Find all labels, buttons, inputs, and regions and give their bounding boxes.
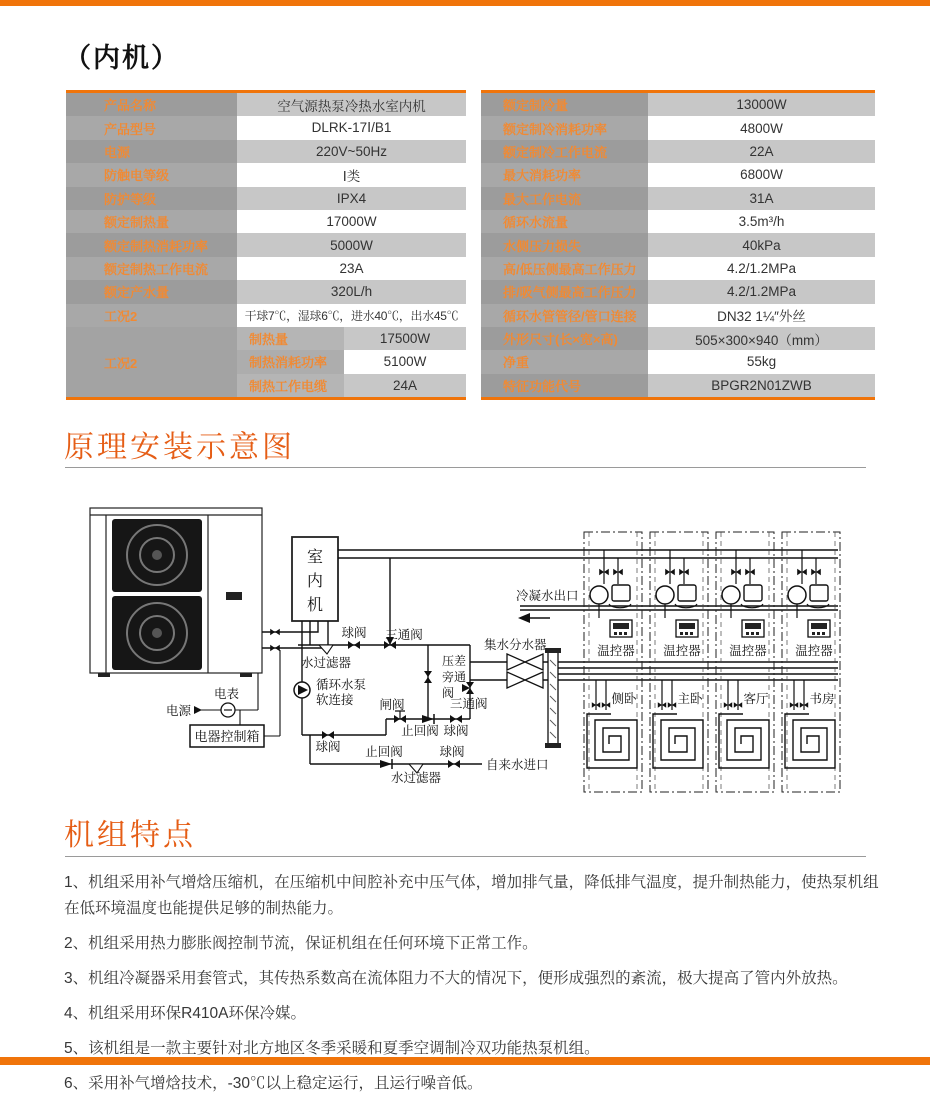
indoor-unit <box>292 537 338 621</box>
spec-value: DLRK-17Ⅰ/B1 <box>237 116 466 139</box>
table-row <box>66 257 466 280</box>
spec-value: 13000W <box>648 93 875 116</box>
table-row <box>481 187 875 210</box>
spec-table-right-rows <box>481 93 875 397</box>
table-row <box>481 140 875 163</box>
spec-table-left <box>66 90 466 400</box>
spec-label: 产品型号 <box>66 116 237 139</box>
table-row <box>66 210 466 233</box>
power-source-label: 电源 <box>166 703 192 718</box>
spec-label: 排/吸气侧最高工作压力 <box>481 280 648 303</box>
table-row <box>66 116 466 139</box>
three-way-valve-label: 三通阀 <box>385 627 423 642</box>
table-row <box>481 210 875 233</box>
table-row <box>481 327 875 350</box>
spec-label: 防护等级 <box>66 187 237 210</box>
water-filter-label: 水过滤器 <box>300 655 352 670</box>
spec-label: 防触电等级 <box>66 163 237 186</box>
bypass-valve-label: 压差 <box>442 654 467 668</box>
outdoor-unit <box>90 508 262 677</box>
manifold-valve-icon <box>507 654 543 670</box>
fan-grille-icon <box>112 519 202 592</box>
spec-row-merged <box>66 327 466 397</box>
fan-grille-icon <box>112 596 202 670</box>
sub-row-value: 24A <box>344 374 466 397</box>
spec-value: IPX4 <box>237 187 466 210</box>
spec-value: 3.5m³/h <box>648 210 875 233</box>
spec-value: 505×300×940（mm） <box>648 327 875 350</box>
spec-value: 220V~50Hz <box>237 140 466 163</box>
water-filter-icon <box>319 645 333 654</box>
spec-label: 额定产水量 <box>66 280 237 303</box>
table-row <box>481 374 875 397</box>
spec-label: 水侧压力损失 <box>481 233 648 256</box>
thermostat-label: 温控器 <box>663 643 701 658</box>
ball-valve-label: 球阀 <box>315 739 341 754</box>
spec-label: 额定制冷消耗功率 <box>481 116 648 139</box>
check-valve-label: 止回阀 <box>401 723 439 738</box>
stop-valve-icon <box>270 645 280 651</box>
room-name: 侧卧 <box>611 691 637 706</box>
bypass-valve-icon <box>424 671 432 683</box>
spec-label: 特征功能代号 <box>481 374 648 397</box>
spec-label: 额定制冷量 <box>481 93 648 116</box>
spec-value: Ⅰ类 <box>237 163 466 186</box>
ball-valve-icon <box>450 715 462 723</box>
spec-value: 31A <box>648 187 875 210</box>
spec-value: 4.2/1.2MPa <box>648 257 875 280</box>
sub-row-value: 5100W <box>344 350 466 373</box>
control-box-label: 电器控制箱 <box>194 730 260 745</box>
spec-value: 4800W <box>648 116 875 139</box>
soft-connection-label: 软连接 <box>316 692 354 707</box>
sub-row <box>237 350 466 373</box>
spec-label: 最大工作电流 <box>481 187 648 210</box>
ball-valve-label: 球阀 <box>439 744 465 759</box>
bypass-valve-label: 阀 <box>442 686 455 700</box>
table-row <box>66 187 466 210</box>
ball-valve-label: 球阀 <box>341 625 367 640</box>
manifold-valve-icon <box>507 672 543 688</box>
spec-value: 干球7℃，湿球6℃，进水40℃，出水45℃ <box>237 304 466 327</box>
spec-label: 电源 <box>66 140 237 163</box>
spec-value: 6800W <box>648 163 875 186</box>
thermostat-label: 温控器 <box>597 643 635 658</box>
room-name: 书房 <box>809 691 835 706</box>
spec-label: 最大消耗功率 <box>481 163 648 186</box>
spec-value: 空气源热泵冷热水室内机 <box>237 93 466 116</box>
table-row <box>481 304 875 327</box>
check-valve-icon <box>380 759 392 769</box>
manifold-label: 集水分水器 <box>484 637 547 652</box>
table-row <box>481 93 875 116</box>
gate-valve-label: 闸阀 <box>379 697 405 712</box>
indoor-unit-label: 内 <box>306 571 324 590</box>
circulating-pump-icon <box>294 682 310 698</box>
three-way-valve-label: 三通阀 <box>450 696 488 711</box>
spec-label: 净重 <box>481 350 648 373</box>
spec-tables <box>66 90 875 400</box>
water-filter-label: 水过滤器 <box>390 770 442 785</box>
room-name: 客厅 <box>743 691 769 706</box>
table-row <box>481 257 875 280</box>
sub-row-label: 制热量 <box>237 327 344 350</box>
spec-label: 外形尺寸(长×宽×高) <box>481 327 648 350</box>
installation-schematic <box>70 492 870 804</box>
spec-label: 额定制热量 <box>66 210 237 233</box>
merged-condition-label: 工况2 <box>66 327 237 397</box>
spec-label: 循环水流量 <box>481 210 648 233</box>
spec-label: 产品名称 <box>66 93 237 116</box>
spec-label: 额定制热消耗功率 <box>66 233 237 256</box>
condensate-arrow-icon <box>518 613 550 623</box>
spec-value: 4.2/1.2MPa <box>648 280 875 303</box>
sub-row-label: 制热工作电缆 <box>237 374 344 397</box>
sub-row <box>237 374 466 397</box>
spec-label: 高/低压侧最高工作压力 <box>481 257 648 280</box>
table-row <box>481 280 875 303</box>
section-rule <box>65 856 866 857</box>
spec-label: 工况2 <box>66 304 237 327</box>
page-title: （内机） <box>64 43 180 73</box>
gate-valve-icon <box>394 711 406 723</box>
thermostat-label: 温控器 <box>729 643 767 658</box>
sub-row-label: 制热消耗功率 <box>237 350 344 373</box>
spec-value: 320L/h <box>237 280 466 303</box>
feature-item: 2、机组采用热力膨胀阀控制节流，保证机组在任何环境下正常工作。 <box>64 935 538 952</box>
spec-table-left-rows <box>66 93 466 327</box>
spec-label: 额定制热工作电流 <box>66 257 237 280</box>
feature-item: 5、该机组是一款主要针对北方地区冬季采暖和夏季空调制冷双功能热泵机组。 <box>64 1040 600 1057</box>
indoor-unit-label: 机 <box>306 595 324 614</box>
table-row <box>481 350 875 373</box>
ball-valve-icon <box>348 641 360 649</box>
spec-value: 5000W <box>237 233 466 256</box>
spec-value: 40kPa <box>648 233 875 256</box>
feature-item: 4、机组采用环保R410A环保冷媒。 <box>64 1005 307 1022</box>
table-row <box>66 304 466 327</box>
spec-value: DN32 1¼″外丝 <box>648 304 875 327</box>
stop-valve-icon <box>270 629 280 635</box>
sub-row-value: 17500W <box>344 327 466 350</box>
table-row <box>66 93 466 116</box>
ball-valve-icon <box>322 731 334 739</box>
ball-valve-icon <box>448 760 460 768</box>
top-brand-bar <box>0 0 930 6</box>
spec-table-right <box>481 90 875 400</box>
table-row <box>66 140 466 163</box>
sub-row <box>237 327 466 350</box>
circulating-pump-label: 循环水泵 <box>316 677 367 692</box>
thermostat-label: 温控器 <box>795 643 833 658</box>
ball-valve-label: 球阀 <box>443 723 469 738</box>
table-row <box>66 280 466 303</box>
feature-item: 1、机组采用补气增焓压缩机，在压缩机中间腔补充中压气体，增加排气量，降低排气温度，提升制热能力，使热泵机组在低环境温度也能提供足够的制热能力。 <box>64 874 879 917</box>
indoor-unit-label: 室 <box>306 547 324 566</box>
table-row <box>481 163 875 186</box>
table-row <box>66 163 466 186</box>
section-title-features: 机组特点 <box>64 819 196 852</box>
spec-value: 23A <box>237 257 466 280</box>
condensate-outlet-label: 冷凝水出口 <box>516 588 579 603</box>
check-valve-label: 止回阀 <box>365 744 403 759</box>
section-rule <box>65 467 866 468</box>
room-name: 主卧 <box>677 691 703 706</box>
spec-label: 循环水管管径/管口连接 <box>481 304 648 327</box>
table-row <box>66 233 466 256</box>
table-row <box>481 116 875 139</box>
power-meter-icon <box>221 703 235 717</box>
spec-value: 22A <box>648 140 875 163</box>
feature-item: 3、机组冷凝器采用套管式，其传热系数高在流体阻力不大的情况下，便形成强烈的紊流，极大提高了管内外放热。 <box>64 970 848 987</box>
section-title-diagram: 原理安装示意图 <box>64 431 295 464</box>
power-meter-label: 电表 <box>214 686 240 701</box>
spec-value: 55kg <box>648 350 875 373</box>
bypass-valve-label: 旁通 <box>442 670 467 684</box>
spec-label: 额定制冷工作电流 <box>481 140 648 163</box>
tap-water-inlet-label: 自来水进口 <box>486 757 549 772</box>
table-row <box>481 233 875 256</box>
features-list <box>64 870 884 1106</box>
manifold <box>507 648 561 748</box>
spec-value: BPGR2N01ZWB <box>648 374 875 397</box>
feature-item: 6、采用补气增焓技术，-30℃以上稳定运行，且运行噪音低。 <box>64 1075 483 1092</box>
spec-value: 17000W <box>237 210 466 233</box>
